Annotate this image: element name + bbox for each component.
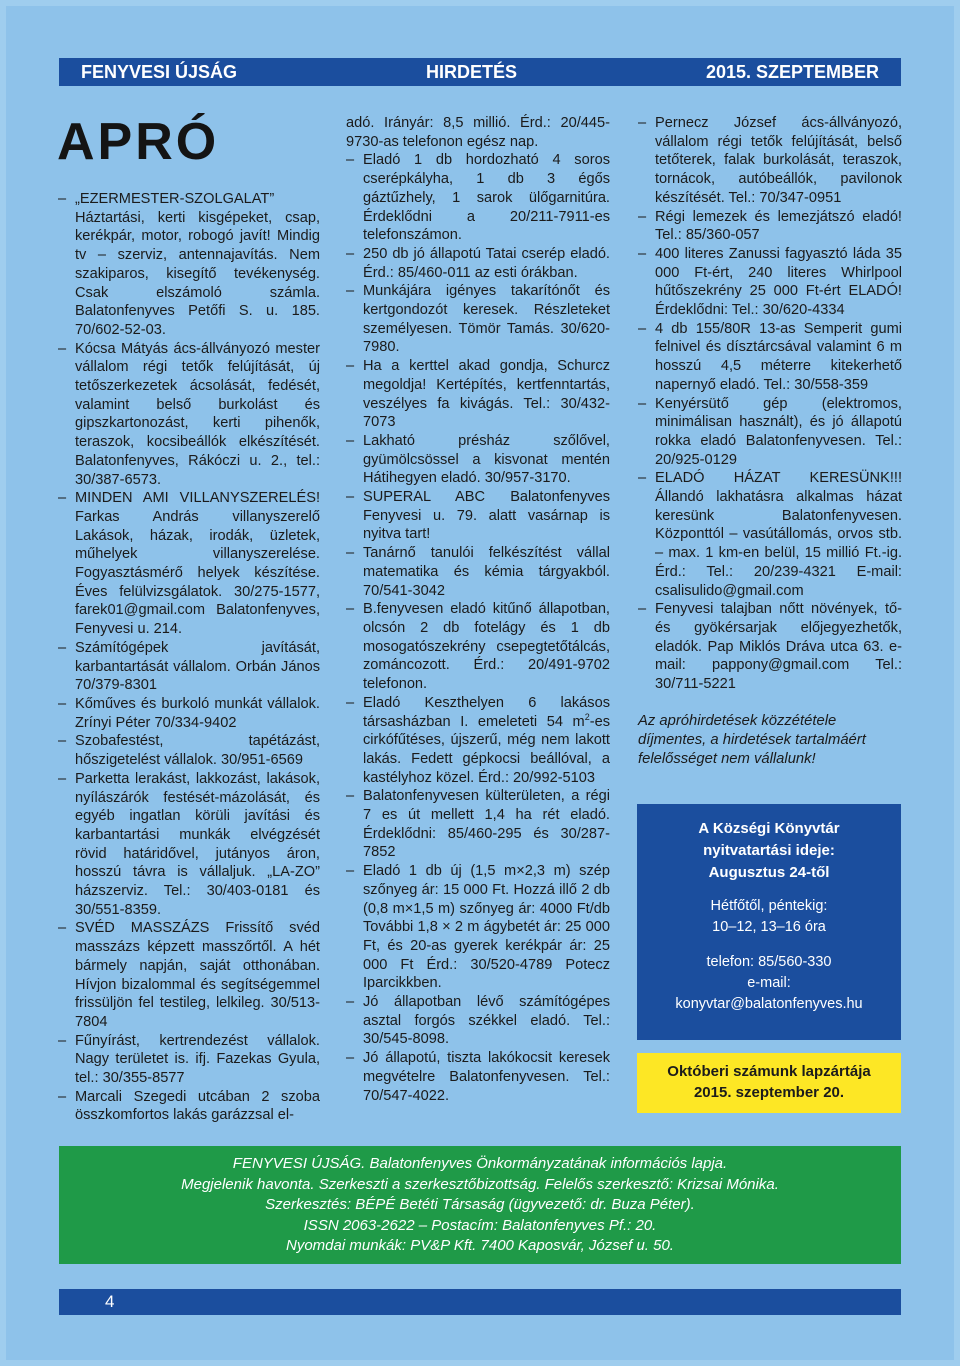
ad-text: Eladó Keszthelyen 6 lakásos társasházban I. emeleteti 54 m [363,694,610,730]
library-days: Hétfőtől, péntekig: [710,898,828,914]
ad-item: – 400 literes Zanussi fagyasztó láda 35 000 Ft-ért, 240 literes Whirlpool hűtőszekrény 25 000 Ft-ért ELADÓ! Érdeklődni: Tel.: 30/620-4334 [638,245,902,320]
page-number-bar [59,1289,901,1315]
deadline-label: Októberi számunk lapzártája [667,1063,871,1080]
ad-item: – Kenyérsütő gép (elektromos, minimálisan használt), és jó állapotú rokka eladó Balatonfenyvesen. Tel.: 20/925-0129 [638,395,902,470]
library-hours: 10–12, 13–16 óra [712,919,826,935]
ad-item: – Balatonfenyvesen külterületen, a régi 7 es út mellett 1,4 ha rét eladó. Érdeklődni: 85/460-295 és 30/287-7852 [346,787,610,862]
section-name: HIRDETÉS [425,61,517,82]
ad-item: – Régi lemezek és lemezjátszó eladó! Tel.: 85/360-057 [638,208,902,245]
imprint-line: FENYVESI ÚJSÁG. Balatonfenyves Önkormányzatának információs lapja. [232,1155,728,1172]
ad-item: – Pernecz József ács-állványozó, vállalom régi tetők felújítását, belső tetőterek, falak burkolását, teraszok, tornácok, autóbeállók, pavilonok készítését. Tel.: 70/347-0951 [638,114,902,208]
library-subtitle: nyitvatartási ideje: [703,842,835,859]
library-date: Augusztus 24-től [708,864,830,881]
ad-item: – Munkájára igényes takarítónőt és kertgondozót keresek. Részleteket személyesen. Tömör Tamás. 30/620-7980. [346,282,610,357]
ads-column-3 [638,114,902,784]
ad-item: – SVÉD MASSZÁZS Frissítő svéd masszázs képzett masszőrtől. A hét bármely napján, saját otthonában. Hívjon bizalommal és segítségemmel frissüljön fel testileg, lelkileg. 30/513-7804 [58,919,320,1031]
deadline-box [637,1053,901,1113]
ad-item: – Szobafestést, tapétázást, hőszigetelést vállalok. 30/951-6569 [58,732,320,769]
superscript: 2 [584,711,590,722]
ad-item-apartment [346,694,610,788]
library-email-label: e-mail: [747,975,791,991]
ad-item: – MINDEN AMI VILLANYSZERELÉS! Farkas András villanyszerelő Lakások, házak, irodák, üzletek, műhelyek villanyszerelése. Fogyasztásmérő helyek készítése. Éves felülvizsgálatok. 30/275-1577, farek01@gmail.com Balatonfenyves, Fenyvesi u. 214. [58,489,320,639]
header-bar [59,58,901,86]
page-number: 4 [105,1292,115,1311]
ad-item: – Parketta lerakást, lakkozást, lakások, nyílászárók festését-mázolását, és egyéb ingatlan körüli javítási és karbantartási munkák elvégzését rövid határidővel, jutányos áron, hosszú távra is vállaljuk. „LA-ZO” házszerviz. Tel.: 30/403-0181 és 30/551-8359. [58,770,320,920]
library-email: konyvtar@balatonfenyves.hu [675,996,863,1012]
ad-item: – Ha a kerttel akad gondja, Schurcz megoldja! Kertépítés, kertfenntartás, veszélyes fa kivágás. Tel.: 30/432-7073 [346,357,610,432]
ad-item: – „EZERMESTER-SZOLGALAT” Háztartási, kerti kisgépeket, csap, kerékpár, motor, robogó javít! Mindig tv – szerviz, antennajavítás. Nem szakiparos, kisegítő tevékenység. Csak elszámoló számla. Balatonfenyves Petőfi S. u. 185. 70/602-52-03. [58,190,320,340]
ad-item: – Jó állapotú, tiszta lakókocsit keresek megvételre Balatonfenyvesen. Tel.: 70/547-4022. [346,1049,610,1105]
imprint-box [59,1146,901,1264]
issue-date: 2015. SZEPTEMBER [705,61,879,82]
imprint-line: Nyomdai munkák: PV&P Kft. 7400 Kaposvár, József u. 50. [286,1237,674,1255]
publication-name: FENYVESI ÚJSÁG [81,61,238,82]
ads-column-1 [58,190,320,1125]
ad-item: – Számítógépek javítását, karbantartását vállalom. Orbán János 70/379-8301 [58,639,320,695]
ad-item: – Jó állapotban lévő számítógépes asztal forgós székkel eladó. Tel.: 30/545-8098. [346,993,610,1049]
ad-text: -es cirkófűtéses, újszerű, még nem lakott lakás. Fedett gépkocsi beállóval, a kastélyhoz közel. Érd.: 20/992-5103 [363,713,610,786]
page-title: APRÓ [57,113,220,171]
ad-item: – 4 db 155/80R 13-as Semperit gumi felnivel és dísztárcsával valamint 6 m hosszú 4,5 méterre kitekerhető napernyő eladó. Tel.: 30/558-359 [638,320,902,395]
ad-item: – Eladó 1 db új (1,5 m×2,3 m) szép szőnyeg ár: 15 000 Ft. Hozzá illő 2 db (0,8 m×1,5 m) szőnyeg ár: 4000 Ft/db További 1,8 × 2 m ágybetét ár: 25 000 Ft, és 20-as gyerek kerékpár ár: 25 000 Ft Érd.: 30/520-4789 Potecz Iparcikkben. [346,862,610,993]
ad-item: – Kőműves és burkoló munkát vállalok. Zrínyi Péter 70/334-9402 [58,695,320,732]
ad-item: – Marcali Szegedi utcában 2 szoba összkomfortos lakás garázzsal el- [58,1088,320,1125]
library-phone: telefon: 85/560-330 [706,954,832,970]
ad-item: – Eladó 1 db hordozható 4 soros cserépkályha, 1 db 3 égős gáztűzhely, 1 sarok ülőgarnitúra. Érdeklődni a 20/211-7911-es telefonszámon. [346,151,610,245]
ad-item: – Kócsa Mátyás ács-állványozó mester vállalom régi tetők felújítását, új tetőszerkezetek ácsolását, fedését, valamint belső burkolást és gipszkartonozást, kerti pihenők, teraszok, kocsibeállók elkészítését. Balatonfenyves, Rákóczi u. 2., tel.: 30/387-6573. [58,340,320,490]
ad-item: – Lakható présház szőlővel, gyümölcsössel a kisvonat mentén Hátihegyen eladó. 30/957-3170. [346,432,610,488]
deadline-date: 2015. szeptember 20. [693,1084,845,1101]
ad-item: – 250 db jó állapotú Tatai cserép eladó. Érd.: 85/460-011 az esti órákban. [346,245,610,282]
ad-item: – B.fenyvesen eladó kitűnő állapotban, olcsón 2 db fotelágy és 1 db mosogatószekrény csepegtetőtálcás, zománcozott. Érd.: 20/491-9702 telefonon. [346,600,610,694]
ad-item: – SUPERAL ABC Balatonfenyves Fenyvesi u. 79. alatt vasárnap is nyitva tart! [346,488,610,544]
ad-item: – ELADÓ HÁZAT KERESÜNK!!! Állandó lakhatásra alkalmas házat keresünk Balatonfenyvesen. Központtól – vasútállomás, orvos stb. – max. 1 km-en belül, 15 millió Ft.-ig. Érd.: Tel.: 20/239-4321 E-mail: csalisulido@gmail.com [638,469,902,600]
ad-item: – Tanárnő tanulói felkészítést vállal matematika és kémia tárgyakból. 70/541-3042 [346,544,610,600]
ad-item: – Fenyvesi talajban nőtt növények, tő- és gyökérsarjak előjegyezhetők, eladók. Pap Miklós Dráva utca 63. e-mail: pappony@gmail.com Tel.: 30/711-5221 [638,600,902,694]
imprint-line: ISSN 2063-2622 – Postacím: Balatonfenyves Pf.: 20. [303,1216,657,1234]
ad-continuation: adó. Irányár: 8,5 millió. Érd.: 20/445-9730-as telefonon egész nap. [346,115,610,150]
ad-item: – Fűnyírást, kertrendezést vállalok. Nagy területet is. ifj. Fazekas Gyula, tel.: 30/355-8577 [58,1032,320,1088]
ads-column-2 [346,114,610,1105]
library-title: A Községi Könyvtár [698,820,840,837]
imprint-line: Megjelenik havonta. Szerkeszti a szerkesztőbizottság. Felelős szerkesztő: Krizsai Mónika. [181,1175,779,1193]
library-hours-box [637,804,901,1040]
imprint-line: Szerkesztés: BÉPÉ Betéti Társaság (ügyvezető: dr. Buza Péter). [265,1196,695,1214]
disclaimer-text: Az apróhirdetések közzététele díjmentes, a hirdetések tartalmáért felelősséget nem vállalunk! [638,712,866,767]
